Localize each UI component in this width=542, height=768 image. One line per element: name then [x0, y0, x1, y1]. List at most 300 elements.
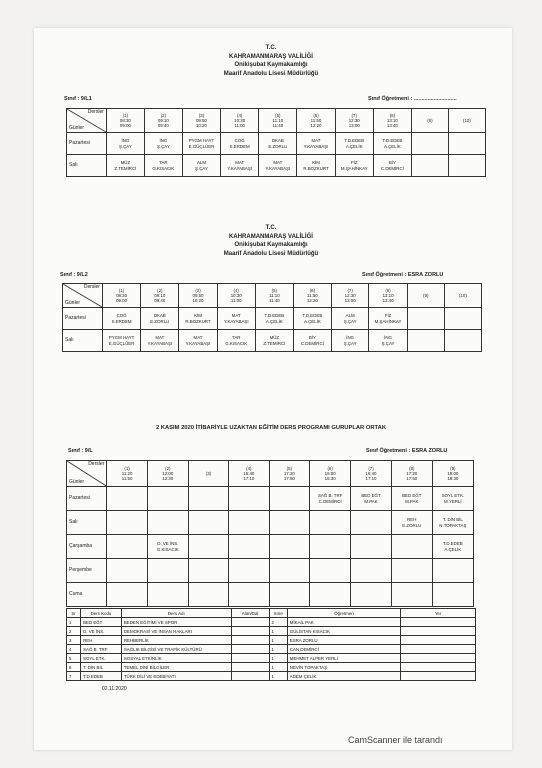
day-row: [67, 155, 486, 177]
lesson-cell: [229, 511, 270, 535]
day-row: [67, 535, 474, 559]
lesson-cell: [106, 155, 144, 177]
period-end: 13:00: [348, 123, 360, 129]
lesson-teacher: M.ŞAHİNKAY: [340, 165, 368, 171]
distance-program-title: 2 KASIM 2020 İTİBARİYLE UZAKTAN EĞİTİM DERS PROGRAMI GURUPLAR ORTAK: [155, 425, 387, 431]
course-alan: [231, 636, 269, 645]
period-start: 11:20: [121, 470, 133, 476]
course-header-sr: Sr: [67, 609, 81, 618]
lesson-cell: [221, 133, 259, 155]
period-header: [182, 109, 220, 133]
lesson-teacher: Z.TEMİRCİ: [114, 165, 137, 171]
lesson-cell: [444, 330, 481, 352]
lesson-teacher: M.PAK: [405, 498, 419, 504]
period-number: (9): [423, 292, 429, 298]
course-header-row: [67, 609, 476, 618]
lesson-teacher: S.ERDEM: [111, 318, 132, 324]
period-header: [310, 461, 351, 487]
course-ogretmen: MİKAİL PAK: [287, 618, 400, 627]
day-row: [67, 583, 474, 607]
period-start: 08:30: [116, 292, 128, 298]
header-line: T.C.: [265, 225, 277, 231]
period-end: 11:00: [234, 123, 245, 129]
course-alan: [231, 618, 269, 627]
lesson-cell: [310, 535, 351, 559]
lesson-code: SOYL ETK.: [441, 493, 465, 499]
course-kodu: SOYL ETK.: [81, 654, 122, 663]
course-kodu: D. VE İNS.: [81, 627, 122, 636]
lesson-teacher: C.DEMİRCİ: [380, 165, 404, 171]
lesson-code: İNG: [346, 335, 355, 341]
period-number: (7): [351, 112, 357, 118]
lesson-cell: [107, 559, 148, 583]
dersler-label: Dersler: [88, 461, 105, 467]
course-sure: 1: [269, 636, 287, 645]
course-row: [67, 636, 476, 645]
lesson-code: ALM: [196, 160, 206, 166]
period-header: [331, 284, 368, 308]
period-header: [335, 109, 373, 133]
course-sure: 1: [269, 645, 287, 654]
course-row: [67, 618, 476, 627]
lesson-cell: [351, 511, 392, 535]
lesson-teacher: M.ŞAHİNKAY: [374, 318, 402, 324]
lesson-teacher: S.ERDEM: [229, 143, 250, 149]
lesson-cell: [391, 559, 432, 583]
lesson-teacher: G.KISACIK: [156, 546, 179, 552]
course-sure: 1: [269, 627, 287, 636]
lesson-cell: [107, 583, 148, 607]
period-start: 11:10: [268, 292, 280, 298]
day-row: [63, 330, 482, 352]
lesson-cell: [432, 559, 473, 583]
lesson-code: MAT: [193, 335, 203, 341]
lesson-teacher: Ş.ÇAY: [343, 318, 357, 324]
lesson-cell: [147, 583, 188, 607]
lesson-cell: [297, 155, 335, 177]
period-header: [229, 461, 270, 487]
lesson-code: MAT: [311, 138, 321, 144]
course-row: [67, 672, 476, 681]
course-alan: [231, 645, 269, 654]
lesson-teacher: E.ZORLU: [150, 318, 170, 324]
period-number: (5): [275, 112, 281, 118]
course-sr: 5: [67, 654, 81, 663]
period-end: 09:40: [154, 298, 166, 304]
lesson-cell: [351, 535, 392, 559]
day-row: [63, 308, 482, 330]
lesson-teacher: E.GÜÇLÜER: [188, 143, 215, 149]
lesson-teacher: Y.KAYABAŞI: [227, 165, 252, 171]
lesson-code: D. VE İNS.: [157, 541, 179, 547]
day-row: [67, 559, 474, 583]
lesson-code: T.D.EDEB: [382, 138, 403, 144]
lesson-cell: [444, 308, 481, 330]
period-number: (1): [118, 287, 125, 293]
period-start: 17:20: [283, 470, 295, 476]
period-end: 11:00: [230, 298, 242, 304]
period-header: [444, 284, 481, 308]
period-header: [448, 109, 485, 133]
lesson-cell: [373, 133, 411, 155]
course-sr: 7: [67, 672, 81, 681]
lesson-cell: [297, 133, 335, 155]
period-end: 17:50: [406, 476, 418, 482]
period-end: 09:40: [157, 123, 169, 129]
period-end: 10:20: [192, 298, 204, 304]
lesson-cell: [179, 308, 217, 330]
course-header-alan: Alan/Dal: [231, 609, 269, 618]
lesson-cell: [147, 511, 188, 535]
lesson-cell: [144, 133, 182, 155]
header-block-1: [0, 44, 542, 78]
period-end: 11:50: [121, 476, 133, 482]
lesson-code: MÜZ: [269, 335, 280, 341]
class-teacher: Sınıf Öğretmeni : ESRA ZORLU: [366, 448, 448, 454]
lesson-code: İNG: [121, 138, 130, 144]
lesson-code: T.D.EDEB: [442, 541, 463, 547]
lesson-teacher: C.DEMİRCİ: [318, 498, 342, 504]
corner-header-cell: [67, 461, 107, 487]
lesson-cell: [188, 535, 228, 559]
course-adi: TEMEL DİNİ BİLGİLER: [121, 663, 231, 672]
lesson-cell: [259, 133, 297, 155]
period-header: [106, 109, 144, 133]
lesson-teacher: G.KISACIK: [225, 340, 248, 346]
period-end: 18:30: [447, 476, 459, 482]
lesson-cell: [188, 583, 228, 607]
period-number: (4): [246, 465, 252, 471]
course-header-ogretmen: Öğretmen: [287, 609, 400, 618]
lesson-teacher: G.KISACIK: [152, 165, 175, 171]
period-number: (6): [309, 287, 316, 293]
lesson-teacher: Y.KAYABAŞI: [265, 165, 291, 171]
lesson-cell: [369, 308, 407, 330]
lesson-cell: [188, 559, 228, 583]
period-header: [255, 284, 293, 308]
course-sr: 2: [67, 627, 81, 636]
period-number: (10): [463, 117, 471, 123]
period-start: 17:20: [406, 470, 418, 476]
course-header-adi: Ders Adı: [121, 609, 231, 618]
course-header-yer: Yer: [401, 609, 476, 618]
period-number: (1): [122, 112, 129, 118]
corner-header-cell: [67, 109, 107, 133]
lesson-cell: [229, 535, 270, 559]
course-sr: 1: [67, 618, 81, 627]
lesson-code: T.D.EDEB: [264, 313, 285, 319]
lesson-cell: [310, 583, 351, 607]
lesson-code: İNG: [384, 335, 392, 341]
lesson-teacher: M.YERLİ: [444, 498, 462, 504]
gunler-label: Günler: [65, 299, 81, 306]
lesson-cell: [310, 559, 351, 583]
lesson-code: MÜZ: [120, 160, 131, 166]
lesson-teacher: Y.KAYABAŞI: [185, 340, 211, 346]
lesson-code: ALM: [345, 313, 355, 319]
lesson-teacher: A.ÇELİK: [383, 143, 401, 149]
gunler-label: Günler: [69, 124, 85, 131]
course-adi: SAĞLIK BİLGİSİ VE TRAFİK KÜLTÜRÜ: [121, 645, 231, 654]
period-start: 12:30: [344, 292, 356, 298]
class-teacher: Sınıf Öğretmeni : ............................: [368, 96, 457, 102]
period-start: 09:10: [157, 117, 169, 123]
period-end: 13:40: [386, 123, 398, 129]
period-number: (6): [313, 112, 319, 118]
dersler-label: Dersler: [83, 284, 100, 290]
period-end: 12:20: [306, 298, 318, 304]
day-label: Pazartesi: [67, 487, 107, 511]
lesson-teacher: Ş.ÇAY: [118, 143, 132, 149]
period-number: (2): [165, 465, 171, 471]
lesson-cell: [335, 133, 373, 155]
course-ogretmen: MEHMET ALPER YERLİ: [287, 654, 400, 663]
header-line: T.C.: [265, 45, 277, 51]
period-end: 12:30: [162, 476, 174, 482]
scanner-watermark: CamScanner ile tarandı: [348, 735, 443, 745]
lesson-cell: [107, 487, 148, 511]
lesson-teacher: C.DEMİRCİ: [300, 340, 324, 346]
lesson-code: MAT: [231, 313, 241, 319]
lesson-cell: [182, 155, 220, 177]
lesson-code: COĞ: [116, 313, 127, 319]
course-adi: BEDEN EĞİTİMİ VE SPOR: [121, 618, 231, 627]
period-number: (8): [409, 465, 415, 471]
lesson-teacher: Ş.ÇAY: [381, 340, 395, 346]
header-line: KAHRAMANMARAŞ VALİLİĞİ: [229, 53, 313, 60]
lesson-cell: [255, 308, 293, 330]
period-header: [188, 461, 228, 487]
course-kodu: SAĞ B. TRF: [81, 645, 122, 654]
day-label: Perşembe: [67, 559, 107, 583]
course-row: [67, 627, 476, 636]
period-header: [107, 461, 148, 487]
period-start: 10:30: [230, 292, 242, 298]
lesson-cell: [310, 487, 351, 511]
lesson-cell: [448, 133, 485, 155]
footer-date: 02.11.2020: [102, 686, 127, 692]
period-number: (2): [157, 287, 163, 293]
period-number: (9): [450, 465, 456, 471]
lesson-teacher: N.TOPAKTAŞ: [439, 522, 467, 528]
lesson-cell: [147, 535, 188, 559]
course-yer: [401, 618, 476, 627]
lesson-cell: [331, 308, 368, 330]
course-row: [67, 645, 476, 654]
lesson-cell: [141, 308, 179, 330]
course-sr: 4: [67, 645, 81, 654]
period-end: 13:00: [344, 298, 356, 304]
schedule-grid: [66, 108, 486, 177]
course-yer: [401, 663, 476, 672]
lesson-cell: [102, 308, 140, 330]
course-list-table: [66, 608, 476, 681]
course-adi: DEMOKRASİ VE İNSAN HAKLARI: [121, 627, 231, 636]
period-number: (5): [286, 465, 293, 471]
period-start: 11:50: [310, 117, 322, 123]
period-header: [297, 109, 335, 133]
lesson-cell: [331, 330, 368, 352]
lesson-code: COĞ: [234, 138, 245, 144]
lesson-cell: [259, 155, 297, 177]
period-header: [407, 284, 444, 308]
lesson-teacher: A.ÇELİK: [303, 318, 321, 324]
course-alan: [231, 627, 269, 636]
period-number: (8): [385, 287, 391, 293]
period-number: (9): [427, 117, 433, 123]
course-ogretmen: GÜLİSTAN KISACIK: [287, 627, 400, 636]
period-number: (4): [236, 112, 243, 118]
lesson-code: KİM: [312, 160, 320, 166]
lesson-teacher: M.PAK: [364, 498, 378, 504]
lesson-cell: [373, 155, 411, 177]
day-label: Cuma: [67, 583, 107, 607]
lesson-teacher: E.ZORLU: [402, 522, 422, 528]
period-end: 10:20: [195, 123, 207, 129]
lesson-teacher: Ş.ÇAY: [195, 165, 208, 171]
lesson-cell: [293, 330, 331, 352]
lesson-code: REH: [407, 517, 417, 523]
period-end: 13:40: [382, 298, 394, 304]
course-yer: [401, 654, 476, 663]
period-start: 09:50: [195, 117, 207, 123]
period-number: (10): [458, 292, 467, 298]
period-header: [391, 461, 432, 487]
lesson-cell: [391, 511, 432, 535]
day-row: [67, 133, 486, 155]
lesson-teacher: Z.TEMİRCİ: [263, 340, 286, 346]
course-yer: [401, 636, 476, 645]
class-label: Sınıf : 9/L1: [64, 96, 92, 102]
period-number: (8): [389, 112, 396, 118]
lesson-code: BED EĞT: [361, 493, 381, 499]
course-sr: 3: [67, 636, 81, 645]
lesson-cell: [141, 330, 179, 352]
period-end: 17:10: [243, 476, 255, 482]
header-line: Maarif Anadolu Lisesi Müdürlüğü: [223, 250, 319, 257]
lesson-cell: [407, 330, 444, 352]
day-row: [67, 511, 474, 535]
course-ogretmen: CAN DEMİRCİ: [287, 645, 400, 654]
course-sure: 1: [269, 663, 287, 672]
period-start: 11:50: [307, 292, 318, 298]
period-start: 09:50: [192, 292, 204, 298]
class-label: Sınıf : 9/L2: [60, 272, 88, 278]
period-header: [217, 284, 255, 308]
lesson-cell: [391, 535, 432, 559]
day-label: Salı: [67, 511, 107, 535]
lesson-teacher: Ş.ÇAY: [156, 143, 170, 149]
class-teacher: Sınıf Öğretmeni : ESRA ZORLU: [362, 272, 444, 278]
lesson-code: FİZ: [384, 313, 392, 319]
lesson-cell: [411, 155, 448, 177]
period-header: [373, 109, 411, 133]
schedule-grid: [66, 460, 474, 607]
lesson-teacher: Y.KAYABAŞI: [147, 340, 173, 346]
period-start: 12:00: [162, 470, 174, 476]
lesson-cell: [351, 559, 392, 583]
header-line: KAHRAMANMARAŞ VALİLİĞİ: [229, 233, 313, 240]
period-end: 12:20: [310, 123, 322, 129]
dersler-label: Dersler: [87, 109, 104, 115]
lesson-code: T.D.EDEB: [302, 313, 323, 319]
period-number: (3): [205, 470, 212, 476]
schedule-grid: [62, 283, 482, 352]
course-kodu: REH: [81, 636, 122, 645]
lesson-teacher: A.ÇELİK: [444, 546, 462, 552]
lesson-teacher: A.ÇELİK: [265, 318, 283, 324]
course-header-sure: Süre: [269, 609, 287, 618]
period-header: [259, 109, 297, 133]
lesson-teacher: A.ÇELİK: [345, 143, 363, 149]
lesson-teacher: R.BOZKURT: [303, 165, 329, 171]
period-number: (7): [368, 465, 374, 471]
lesson-code: FİZ: [350, 160, 358, 166]
lesson-cell: [179, 330, 217, 352]
lesson-cell: [188, 487, 228, 511]
period-end: 11:40: [272, 123, 284, 129]
lesson-cell: [432, 511, 473, 535]
lesson-cell: [229, 583, 270, 607]
course-sure: 1: [269, 672, 287, 681]
lesson-cell: [269, 535, 310, 559]
lesson-code: T.D.EDEB: [344, 138, 365, 144]
course-header-kodu: Ders Kodu: [81, 609, 122, 618]
lesson-cell: [335, 155, 373, 177]
header-line: Onikişubat Kaymakamlığı: [234, 242, 308, 248]
period-number: (1): [124, 465, 130, 471]
lesson-code: BİY: [388, 160, 396, 166]
lesson-code: MAT: [155, 335, 165, 341]
header-line: Onikişubat Kaymakamlığı: [234, 62, 308, 68]
course-kodu: T. DİN BİL: [81, 663, 122, 672]
period-start: 09:10: [154, 292, 166, 298]
lesson-cell: [255, 330, 293, 352]
lesson-cell: [107, 535, 148, 559]
lesson-code: SAĞ B. TRF: [317, 493, 343, 499]
period-header: [293, 284, 331, 308]
lesson-cell: [269, 559, 310, 583]
lesson-cell: [188, 511, 228, 535]
header-block-2: [0, 224, 542, 258]
lesson-cell: [229, 487, 270, 511]
lesson-cell: [391, 583, 432, 607]
lesson-cell: [106, 133, 144, 155]
lesson-teacher: Y.KAYABAŞI: [223, 318, 249, 324]
course-yer: [401, 672, 476, 681]
lesson-cell: [102, 330, 140, 352]
course-ogretmen: ESRA ZORLU: [287, 636, 400, 645]
period-start: 16:40: [243, 470, 255, 476]
period-start: 12:30: [348, 117, 360, 123]
course-alan: [231, 672, 269, 681]
period-start: 10:30: [234, 117, 246, 123]
course-row: [67, 654, 476, 663]
lesson-cell: [269, 583, 310, 607]
lesson-cell: [293, 308, 331, 330]
period-header: [411, 109, 448, 133]
period-number: (3): [198, 112, 205, 118]
period-number: (7): [347, 287, 353, 293]
lesson-cell: [351, 583, 392, 607]
lesson-cell: [407, 308, 444, 330]
period-header: [179, 284, 217, 308]
day-row: [67, 487, 474, 511]
day-label: Pazartesi: [67, 133, 107, 155]
lesson-cell: [432, 487, 473, 511]
period-start: 18:00: [447, 470, 459, 476]
period-start: 16:40: [365, 470, 377, 476]
